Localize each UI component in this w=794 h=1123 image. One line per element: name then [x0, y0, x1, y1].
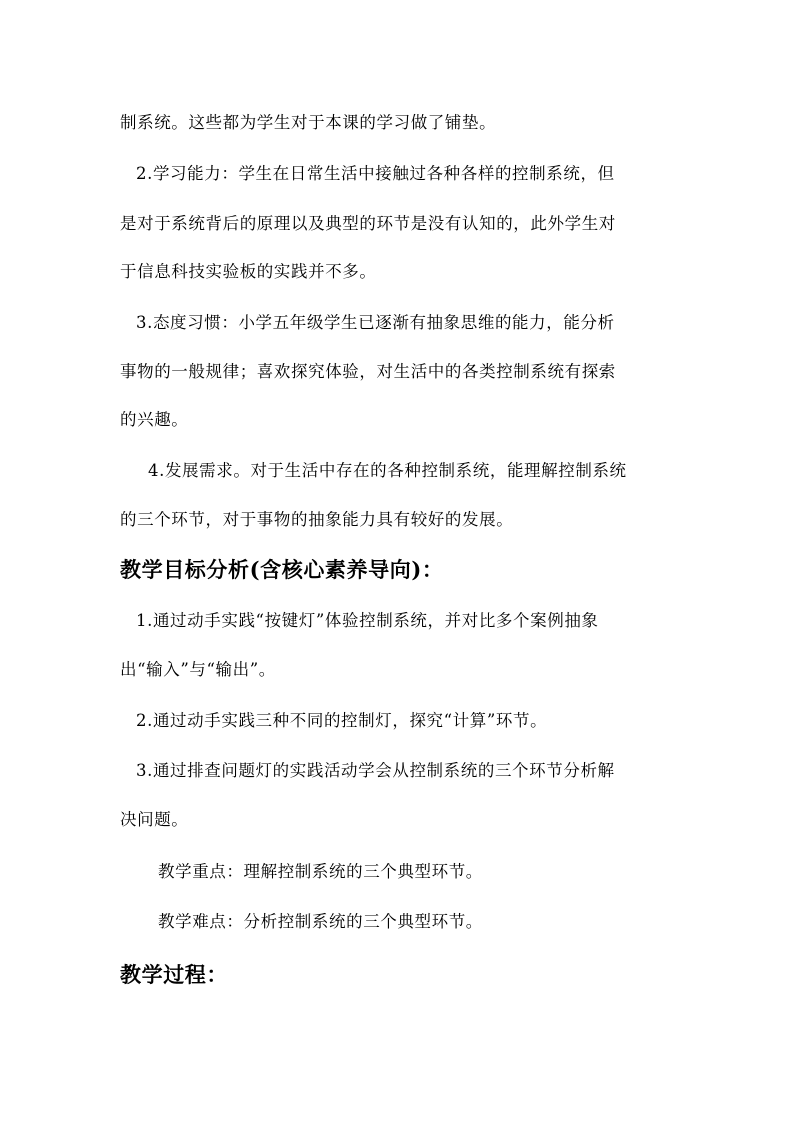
paragraph-line: 2.学习能力：学生在日常生活中接触过各种各样的控制系统，但 [136, 164, 615, 183]
paragraph-line: 是对于系统背后的原理以及典型的环节是没有认知的，此外学生对 [120, 214, 616, 233]
paragraph-line: 出“输入”与“输出”。 [120, 660, 276, 679]
paragraph-line: 的兴趣。 [120, 410, 189, 429]
paragraph-line: 的三个环节，对于事物的抽象能力具有较好的发展。 [120, 510, 514, 529]
paragraph-line: 4.发展需求。对于生活中存在的各种控制系统，能理解控制系统 [148, 461, 627, 480]
paragraph-line: 事物的一般规律；喜欢探究体验，对生活中的各类控制系统有探索 [120, 362, 616, 381]
paragraph-line: 1.通过动手实践“按键灯”体验控制系统，并对比多个案例抽象 [136, 611, 599, 630]
paragraph-line: 2.通过动手实践三种不同的控制灯，探究“计算”环节。 [136, 711, 548, 730]
paragraph-line: 于信息科技实验板的实践并不多。 [120, 262, 377, 281]
paragraph-line: 3.态度习惯：小学五年级学生已逐渐有抽象思维的能力，能分析 [136, 313, 615, 332]
paragraph-line: 3.通过排查问题灯的实践活动学会从控制系统的三个环节分析解 [136, 761, 615, 780]
key-point-line: 教学重点：理解控制系统的三个典型环节。 [158, 862, 483, 881]
section-heading-process: 教学过程： [120, 962, 228, 987]
difficult-point-line: 教学难点：分析控制系统的三个典型环节。 [158, 912, 483, 931]
section-heading-objectives: 教学目标分析(含核心素养导向)： [120, 557, 444, 582]
paragraph-line: 制系统。这些都为学生对于本课的学习做了铺垫。 [120, 113, 497, 132]
paragraph-line: 决问题。 [120, 810, 189, 829]
